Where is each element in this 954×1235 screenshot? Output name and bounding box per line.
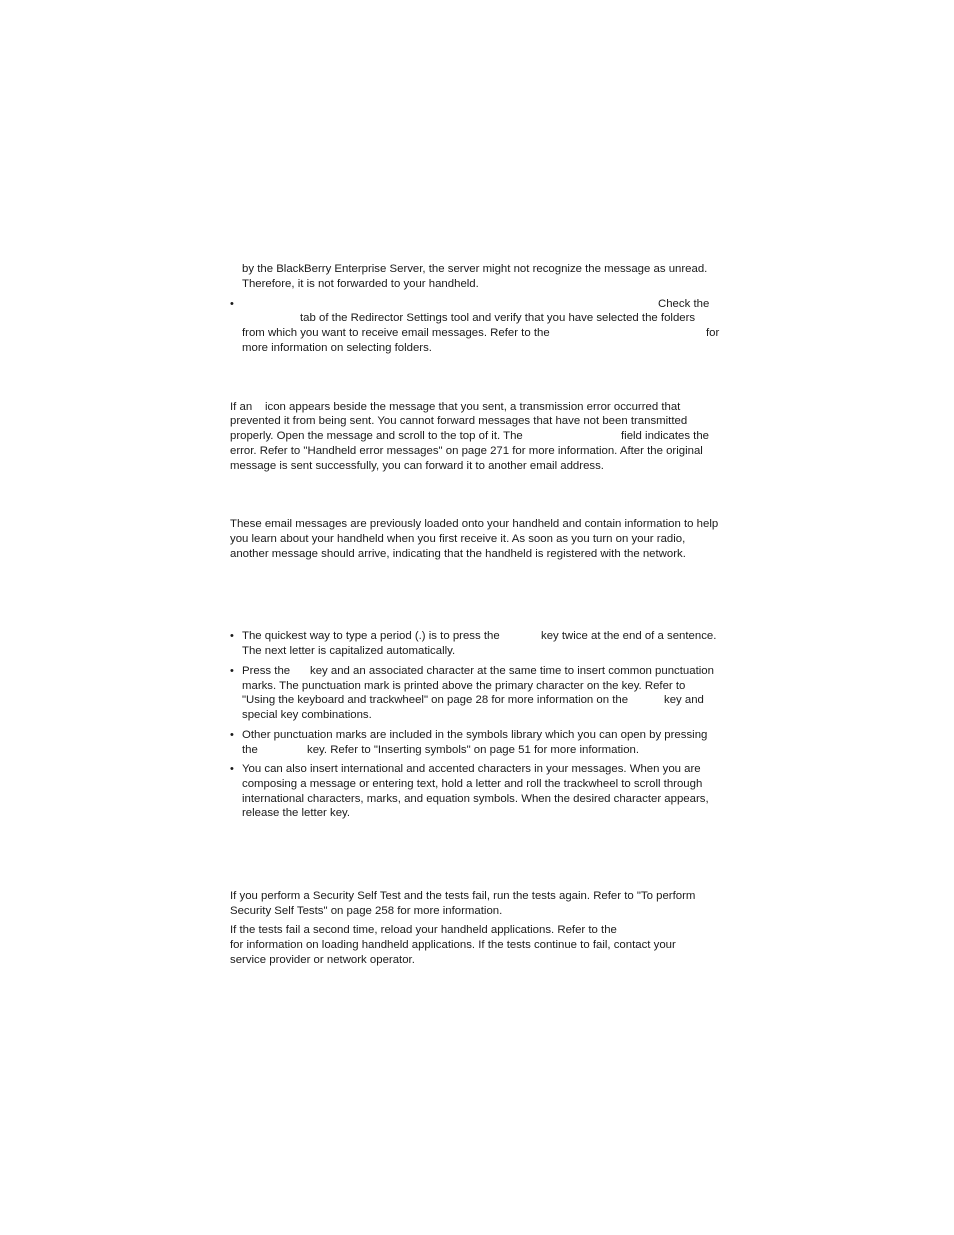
- text-line: prevented it from being sent. You cannot forward messages that have not been transmitted: [230, 415, 688, 427]
- text-line: error. Refer to "Handheld error messages" on page 271 for more information. After the original: [230, 445, 703, 457]
- text-line: The quickest way to type a period (.) is to press the: [242, 630, 500, 642]
- text-line: for information on loading handheld applications. If the tests continue to fail, contact your: [230, 939, 676, 951]
- text-line: These email messages are previously loaded onto your handheld and contain information to help: [230, 518, 719, 530]
- text-line: from which you want to receive email messages. Refer to the: [242, 327, 550, 339]
- text-line: marks. The punctuation mark is printed above the primary character on the key. Refer to: [242, 680, 686, 692]
- text-line: If the tests fail a second time, reload your handheld applications. Refer to the: [230, 924, 617, 936]
- text-line: Check the: [658, 298, 710, 310]
- text-line: If you perform a Security Self Test and the tests fail, run the tests again. Refer to "To perform: [230, 890, 696, 902]
- text-line: field indicates the: [621, 430, 710, 442]
- text-line: the: [242, 744, 258, 756]
- bullet-icon: •: [230, 298, 234, 310]
- text-line: release the letter key.: [242, 807, 351, 819]
- text-line: Therefore, it is not forwarded to your handheld.: [242, 278, 479, 290]
- text-line: composing a message or entering text, hold a letter and roll the trackwheel to scroll through: [242, 778, 703, 790]
- text-line: another message should arrive, indicating that the handheld is registered with the network.: [230, 548, 686, 560]
- text-line: by the BlackBerry Enterprise Server, the server might not recognize the message as unread.: [242, 263, 708, 275]
- text-line: you learn about your handheld when you first receive it. As soon as you turn on your radio,: [230, 533, 686, 545]
- text-line: key twice at the end of a sentence.: [541, 630, 717, 642]
- text-line: service provider or network operator.: [230, 954, 415, 966]
- text-line: Other punctuation marks are included in the symbols library which you can open by pressing: [242, 729, 708, 741]
- text-line: message is sent successfully, you can forward it to another email address.: [230, 460, 604, 472]
- text-line: You can also insert international and accented characters in your messages. When you are: [242, 763, 701, 775]
- bullet-icon: •: [230, 763, 234, 775]
- text-line: more information on selecting folders.: [242, 342, 432, 354]
- text-line: tab of the Redirector Settings tool and verify that you have selected the folders: [300, 312, 696, 324]
- text-line: "Using the keyboard and trackwheel" on page 28 for more information on the: [242, 694, 629, 706]
- bullet-icon: •: [230, 630, 234, 642]
- text-line: Press the: [242, 665, 291, 677]
- text-line: for: [706, 327, 720, 339]
- text-line: properly. Open the message and scroll to the top of it. The: [230, 430, 523, 442]
- text-line: international characters, marks, and equation symbols. When the desired character appears,: [242, 793, 709, 805]
- bullet-icon: •: [230, 729, 234, 741]
- text-line: special key combinations.: [242, 709, 372, 721]
- text-line: key. Refer to "Inserting symbols" on page 51 for more information.: [307, 744, 640, 756]
- bullet-icon: •: [230, 665, 234, 677]
- text-line: key and an associated character at the same time to insert common punctuation: [310, 665, 714, 677]
- text-line: The next letter is capitalized automatically.: [242, 645, 456, 657]
- text-line: icon appears beside the message that you sent, a transmission error occurred that: [265, 401, 681, 413]
- text-line: If an: [230, 401, 253, 413]
- text-line: key and: [664, 694, 704, 706]
- text-line: Security Self Tests" on page 258 for more information.: [230, 905, 503, 917]
